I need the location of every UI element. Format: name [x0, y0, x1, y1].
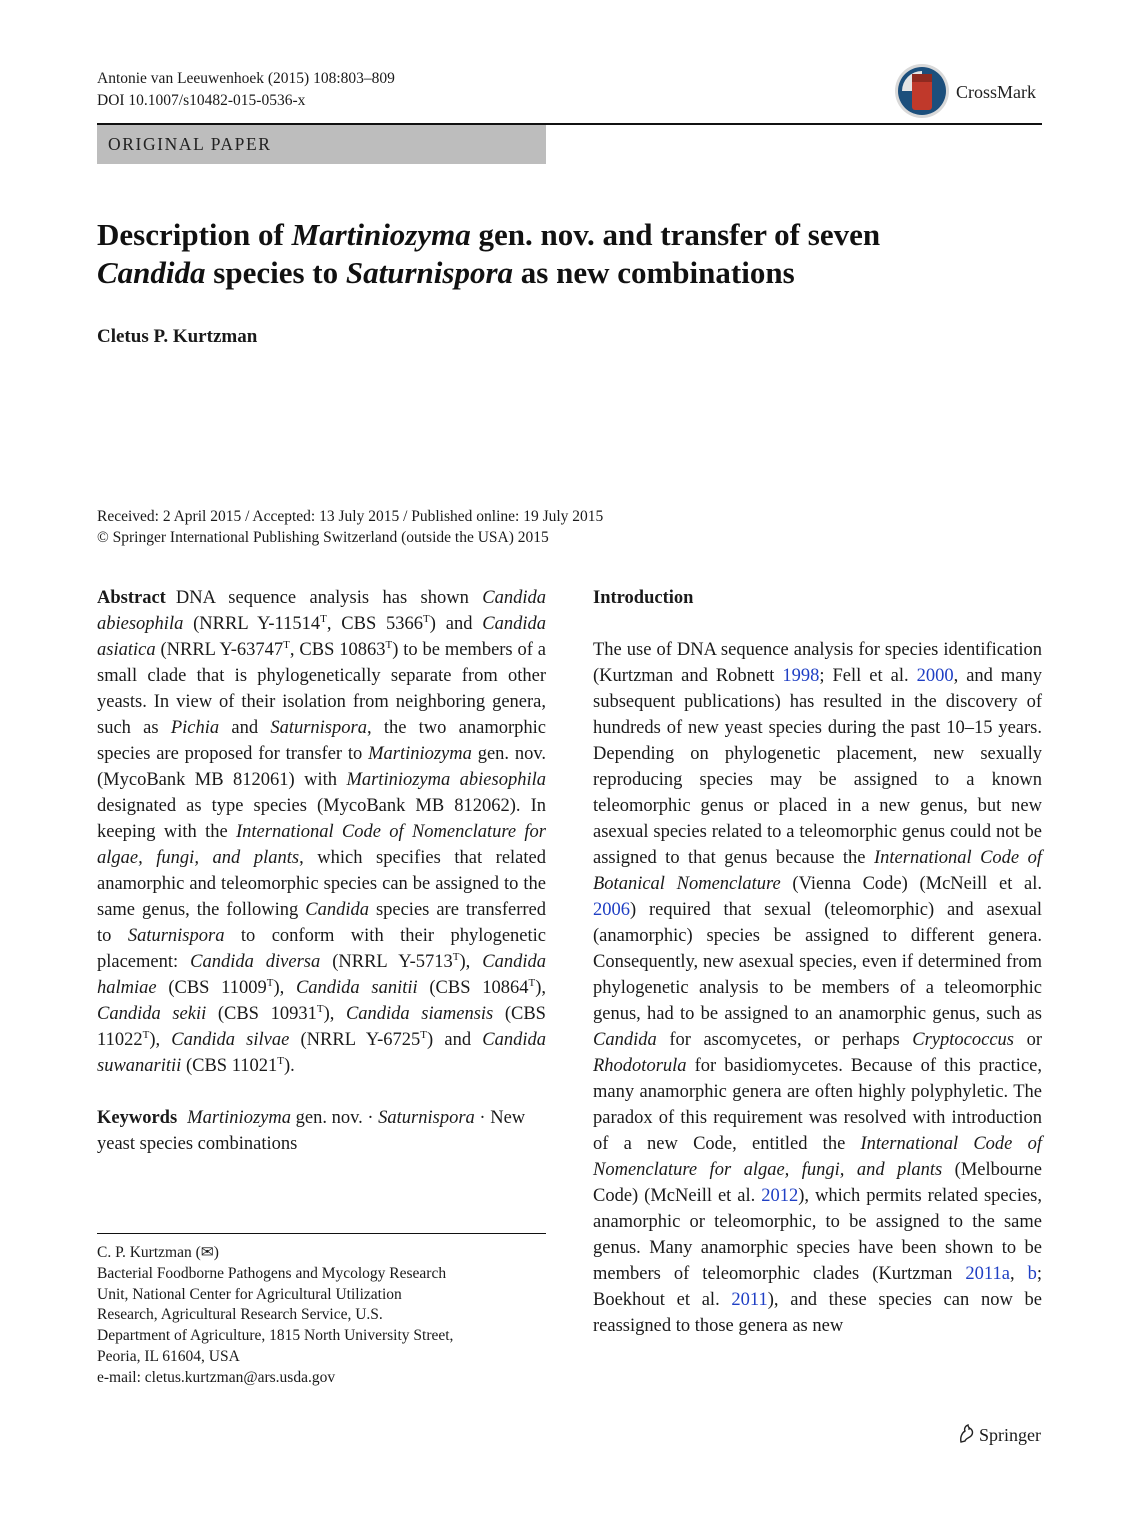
crossmark-badge[interactable] — [893, 62, 1043, 118]
author-name: Cletus P. Kurtzman — [97, 326, 258, 347]
citation-link[interactable]: 2000 — [916, 666, 954, 686]
right-column — [593, 585, 1042, 1339]
paper-title — [97, 216, 1042, 292]
title-part: as new combinations — [513, 255, 795, 290]
citation-link[interactable]: 2006 — [593, 900, 630, 920]
copyright-line: © Springer International Publishing Switzerland (outside the USA) 2015 — [97, 529, 549, 546]
dates-line: Received: 2 April 2015 / Accepted: 13 July 2015 / Published online: 19 July 2015 — [97, 508, 604, 525]
keywords-label: Keywords — [97, 1108, 178, 1128]
affiliation-line: Bacterial Foodborne Pathogens and Mycology Research — [97, 1264, 447, 1282]
citation-link[interactable]: 2012 — [761, 1186, 799, 1206]
citation-link[interactable]: b — [1027, 1264, 1037, 1284]
title-part: Description of — [97, 217, 292, 252]
abstract-label: Abstract — [97, 588, 166, 608]
left-column — [97, 585, 546, 1157]
publication-dates — [97, 506, 603, 548]
title-genus: Saturnispora — [345, 255, 514, 290]
affiliation-rule — [97, 1233, 546, 1234]
journal-citation — [97, 68, 395, 112]
affiliation-line: Research, Agricultural Research Service, U.S. — [97, 1306, 383, 1324]
affiliation-line: Unit, National Center for Agricultural Utilization — [97, 1285, 402, 1303]
publisher-name: Springer — [979, 1425, 1041, 1445]
author-affiliation — [97, 1243, 546, 1389]
introduction-text: The use of DNA sequence analysis for species identification (Kurtzman and Robnett 1998; Fell et al. 2000, and many subsequent publications) has resulted in the discovery of hundreds of new yeast species during the past 10–15 years. Depending on phylogenetic placement, new sexually reproducing species may be assigned to a known teleomorphic genus or placed in a new genus, but new asexual species related to a teleomorphic genus could not be assigned to that genus because the International Code of Botanical Nomenclature (Vienna Code) (McNeill et al. 2006) required that sexual (teleomorphic) and asexual (anamorphic) species be assigned to different genera. Consequently, new asexual species, even if determined from phylogenetic analysis to be members of a teleomorphic genus, had to be assigned to an anamorphic genus, such as Candida for ascomycetes, or perhaps Cryptococcus or Rhodotorula for basidiomycetes. Because of this practice, many anamorphic genera are often highly polyphyletic. The paradox of this requirement was resolved with introduction of a new Code, entitled the International Code of Nomenclature for algae, fungi, and plants (Melbourne Code) (McNeill et al. 2012), which permits related species, anamorphic or teleomorphic, to be assigned to the same genus. Many anamorphic species have been shown to be members of teleomorphic clades (Kurtzman 2011a, b; Boekhout et al. 2011), and these species can now be reassigned to those genera as new — [593, 640, 1043, 1336]
affiliation-line: Peoria, IL 61604, USA — [97, 1347, 240, 1365]
introduction-heading: Introduction — [593, 588, 694, 608]
springer-horse-icon — [957, 1424, 975, 1444]
journal-volume: Antonie van Leeuwenhoek (2015) 108:803–809 — [97, 70, 395, 87]
keywords: Keywords Martiniozyma gen. nov. · Saturnispora · New yeast species combinations — [97, 1108, 526, 1154]
journal-doi[interactable]: DOI 10.1007/s10482-015-0536-x — [97, 92, 306, 109]
citation-link[interactable]: 1998 — [782, 666, 820, 686]
crossmark-icon — [893, 62, 951, 120]
article-type-banner: ORIGINAL PAPER — [97, 125, 546, 164]
title-genus: Martiniozyma — [291, 217, 471, 252]
title-genus: Candida — [97, 255, 206, 290]
crossmark-label: CrossMark — [956, 82, 1036, 102]
publisher-logo — [957, 1424, 1041, 1446]
abstract: Abstract DNA sequence analysis has shown Candida abiesophila (NRRL $Y-11514^T$, CBS $5366^T$) and Candida asiatica (NRRL $Y-63747^T$, CBS $10863^T$) to be members of a small clade that is phylogenetically separate from other yeasts. In view of their isolation from neighboring genera, such as Pichia and Saturnispora, the two anamorphic species are proposed for transfer to Martiniozyma gen. nov. (MycoBank MB 812061) with Martiniozyma abiesophila designated as type species (MycoBank MB 812062). In keeping with the International Code of Nomenclature for algae, fungi, and plants, which specifies that related anamorphic and teleomorphic species can be assigned to the same genus, the following Candida species are transferred to Saturnispora to conform with their phylogenetic placement: Candida diversa (NRRL $Y-5713^T$), Candida halmiae (CBS $11009^T$), Candida sanitii (CBS $10864^T$), Candida sekii (CBS $10931^T$), Candida siamensis (CBS $11022^T$), Candida silvae (NRRL $Y-6725^T$) and Candida suwanaritii (CBS $11021^T$). — [97, 588, 547, 1076]
affiliation-line: Department of Agriculture, 1815 North University Street, — [97, 1327, 454, 1345]
title-part: gen. nov. and transfer of seven — [470, 217, 881, 252]
corresponding-author: C. P. Kurtzman (✉) — [97, 1244, 219, 1261]
author-email[interactable]: e-mail: cletus.kurtzman@ars.usda.gov — [97, 1368, 336, 1386]
citation-link[interactable]: 2011 — [731, 1290, 768, 1310]
citation-link[interactable]: 2011a — [965, 1264, 1010, 1284]
title-part: species to — [205, 255, 346, 290]
